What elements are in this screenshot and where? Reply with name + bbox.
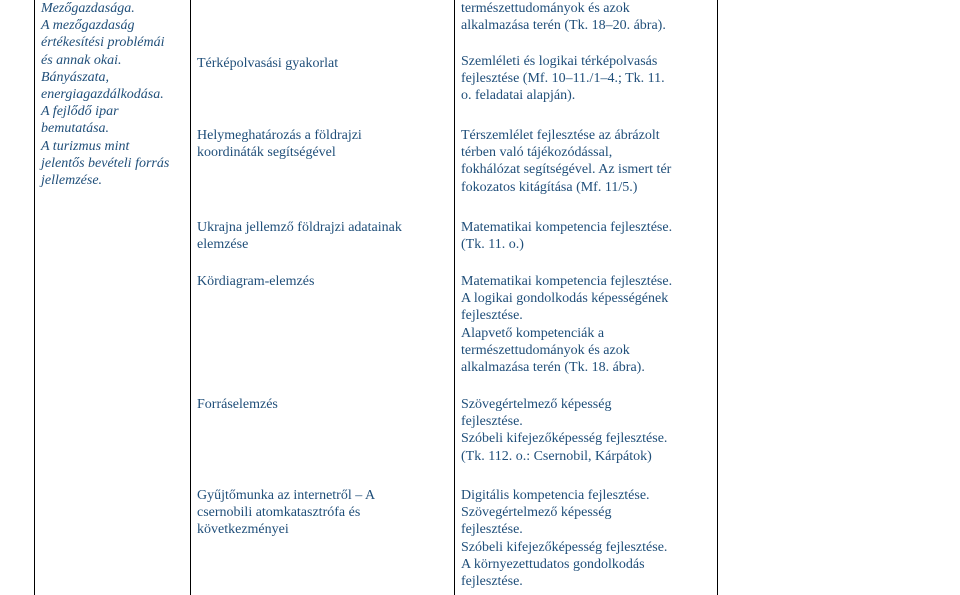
topic-line: értékesítési problémái — [41, 35, 165, 51]
activity-line: Gyűjtőmunka az internetről – A — [197, 488, 376, 503]
activity-block — [197, 55, 338, 72]
competency-line: A logikai gondolkodás képességének — [461, 291, 669, 307]
topic-line: A mezőgazdaság — [41, 18, 135, 34]
competency-line: természettudományok és azok — [461, 342, 630, 358]
topic-line: bemutatása. — [41, 121, 110, 137]
activity-block — [197, 487, 375, 539]
activity-line: Kördiagram-elemzés — [197, 274, 315, 289]
competency-line: fejlesztése. — [461, 574, 523, 590]
competency-line: térben való tájékozódással, — [461, 145, 613, 161]
competency-line: természettudományok és azok — [461, 1, 630, 16]
competencies-cell — [461, 0, 711, 595]
competency-line: Térszemlélet fejlesztése az ábrázolt — [461, 128, 660, 143]
competency-block — [461, 219, 672, 253]
competency-line: fokhálózat segítségével. Az ismert tér — [461, 162, 672, 178]
topic-line: jelentős bevételi forrás — [41, 155, 170, 171]
competency-line: Szóbeli kifejezőképesség fejlesztése. — [461, 431, 668, 447]
competency-line: A környezettudatos gondolkodás — [461, 556, 645, 572]
activity-block — [197, 219, 402, 253]
topic-line: Mezőgazdasága. — [41, 1, 135, 16]
activity-line: következményei — [197, 522, 289, 538]
competency-block — [461, 0, 666, 34]
competency-line: o. feladatai alapján). — [461, 88, 576, 104]
table-border-left — [34, 0, 35, 595]
table-border-col2 — [454, 0, 455, 595]
activity-line: Térképolvasási gyakorlat — [197, 56, 339, 71]
competency-line: (Tk. 112. o.: Csernobil, Kárpátok) — [461, 448, 652, 464]
competency-block — [461, 53, 665, 105]
competency-block — [461, 127, 671, 196]
competency-line: Alapvető kompetenciák a — [461, 325, 605, 341]
activity-line: elemzése — [197, 237, 249, 253]
activity-block — [197, 127, 362, 161]
topic-line: jellemzése. — [41, 173, 103, 189]
activity-line: Forráselemzés — [197, 397, 278, 412]
competency-line: fokozatos kitágítása (Mf. 11/5.) — [461, 179, 638, 195]
competency-block — [461, 396, 667, 465]
competency-line: fejlesztése (Mf. 10–11./1–4.; Tk. 11. — [461, 71, 665, 87]
activity-line: csernobili atomkatasztrófa és — [197, 505, 361, 521]
topic-line: és annak okai. — [41, 52, 122, 68]
activity-line: koordináták segítségével — [197, 145, 336, 161]
topic-cell — [41, 0, 176, 189]
activity-line: Ukrajna jellemző földrajzi adatainak — [197, 220, 402, 235]
topic-line: A turizmus mint — [41, 138, 130, 154]
competency-line: fejlesztése. — [461, 522, 523, 538]
competency-block — [461, 487, 667, 590]
competency-line: Szóbeli kifejezőképesség fejlesztése. — [461, 539, 668, 555]
competency-line: Szövegértelmező képesség — [461, 505, 612, 521]
competency-line: fejlesztése. — [461, 414, 523, 430]
topic-line: energiagazdálkodása. — [41, 87, 164, 103]
competency-line: Szövegértelmező képesség — [461, 397, 612, 412]
competency-line: alkalmazása terén (Tk. 18. ábra). — [461, 360, 645, 376]
activities-cell — [197, 0, 447, 595]
activity-block — [197, 273, 314, 290]
competency-line: Szemléleti és logikai térképolvasás — [461, 54, 658, 69]
competency-line: Matematikai kompetencia fejlesztése. — [461, 220, 673, 235]
competency-line: Digitális kompetencia fejlesztése. — [461, 488, 650, 503]
competency-line: alkalmazása terén (Tk. 18–20. ábra). — [461, 18, 666, 34]
activity-line: Helymeghatározás a földrajzi — [197, 128, 362, 143]
table-border-col1 — [190, 0, 191, 595]
competency-line: Matematikai kompetencia fejlesztése. — [461, 274, 673, 289]
competency-line: fejlesztése. — [461, 308, 523, 324]
competency-line: (Tk. 11. o.) — [461, 237, 524, 253]
table-border-col3 — [717, 0, 718, 595]
activity-block — [197, 396, 278, 413]
topic-line: A fejlődő ipar — [41, 104, 119, 120]
competency-block — [461, 273, 672, 376]
topic-line: Bányászata, — [41, 69, 110, 85]
